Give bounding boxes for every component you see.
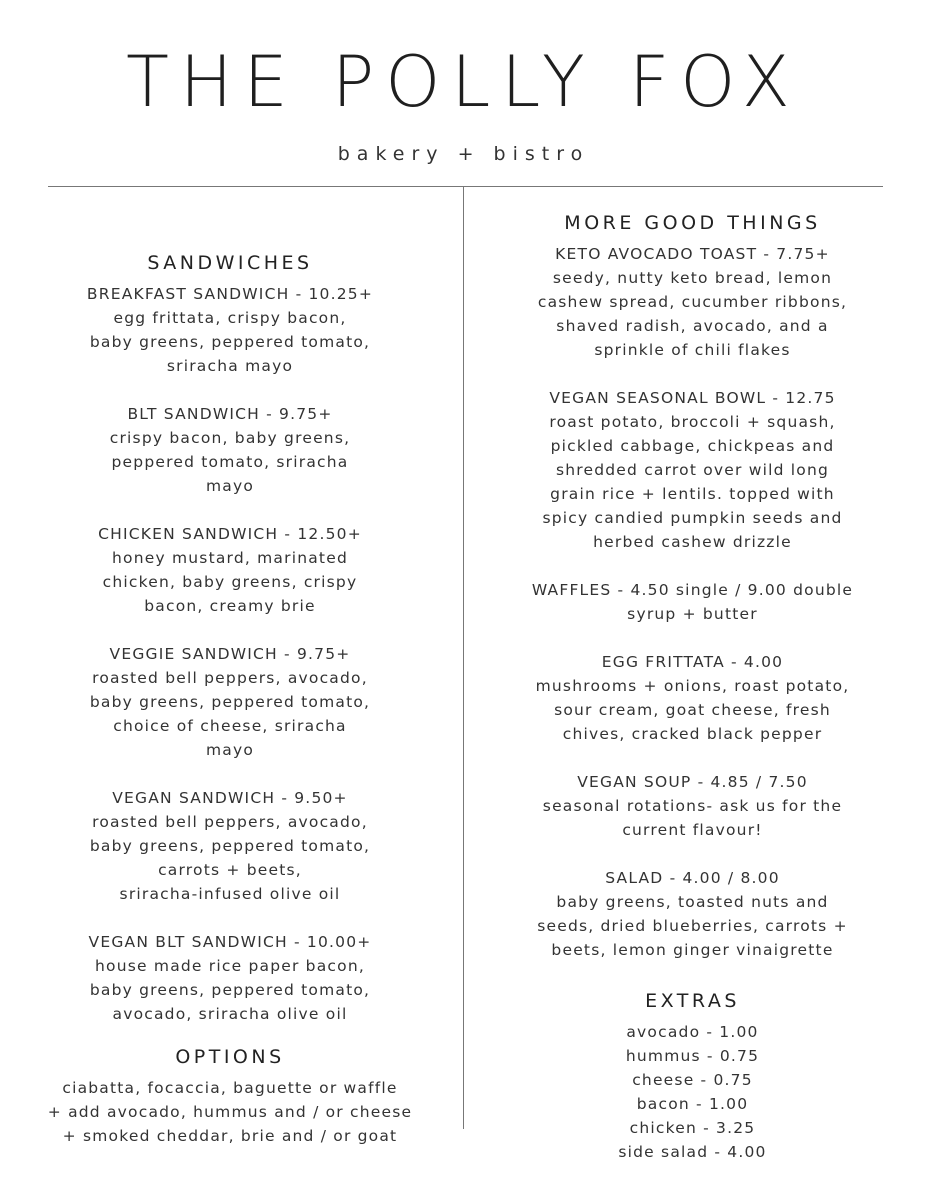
menu-item — [30, 402, 430, 498]
more-good-things-heading: MORE GOOD THINGS — [564, 212, 821, 234]
menu-item — [30, 522, 430, 618]
menu-item-description: syrup + butter — [627, 605, 758, 623]
options-line: + smoked cheddar, brie and / or goat — [62, 1127, 398, 1145]
right-column — [490, 208, 895, 1164]
restaurant-title: THE POLLY FOX — [126, 41, 801, 123]
menu-item-description: house made rice paper bacon, baby greens, peppered tomato, avocado, sriracha olive oil — [89, 957, 371, 1023]
left-column — [30, 248, 430, 1148]
menu-item — [490, 386, 895, 554]
extras-line: side salad - 4.00 — [618, 1143, 767, 1161]
menu-item-description: roast potato, broccoli + squash, pickled cabbage, chickpeas and shredded carrot over wild long grain rice + lentils. topped with spicy candied pumpkin seeds and herbed cashew drizzle — [542, 413, 843, 551]
extras-line: cheese - 0.75 — [632, 1071, 753, 1089]
menu-item-description: seedy, nutty keto bread, lemon cashew spread, cucumber ribbons, shaved radish, avocado, and a sprinkle of chili flakes — [537, 269, 848, 359]
menu-item — [490, 578, 895, 626]
menu-item-name: VEGAN BLT SANDWICH - 10.00+ — [88, 933, 372, 951]
extras-heading: EXTRAS — [645, 990, 740, 1012]
menu-item-description: roasted bell peppers, avocado, baby greens, peppered tomato, choice of cheese, sriracha mayo — [89, 669, 371, 759]
extras-line: avocado - 1.00 — [626, 1023, 759, 1041]
menu-item-name: VEGAN SOUP - 4.85 / 7.50 — [577, 773, 808, 791]
menu-item-name: VEGAN SANDWICH - 9.50+ — [112, 789, 348, 807]
sandwiches-heading: SANDWICHES — [147, 252, 313, 274]
extras-section — [490, 986, 895, 1164]
menu-item-description: roasted bell peppers, avocado, baby greens, peppered tomato, carrots + beets, sriracha-infused olive oil — [89, 813, 371, 903]
menu-item-name: VEGAN SEASONAL BOWL - 12.75 — [549, 389, 836, 407]
column-divider — [463, 187, 464, 1129]
menu-item-description: seasonal rotations- ask us for the current flavour! — [542, 797, 843, 839]
menu-item-name: KETO AVOCADO TOAST - 7.75+ — [555, 245, 830, 263]
menu-item-name: CHICKEN SANDWICH - 12.50+ — [98, 525, 362, 543]
menu-item-name: WAFFLES - 4.50 single / 9.00 double — [531, 581, 854, 599]
menu-item-description: mushrooms + onions, roast potato, sour cream, goat cheese, fresh chives, cracked black pepper — [535, 677, 850, 743]
menu-item — [490, 866, 895, 962]
menu-item-name: SALAD - 4.00 / 8.00 — [605, 869, 780, 887]
options-line: + add avocado, hummus and / or cheese — [47, 1103, 413, 1121]
menu-item-description: crispy bacon, baby greens, peppered tomato, sriracha mayo — [109, 429, 351, 495]
menu-item-name: EGG FRITTATA - 4.00 — [601, 653, 784, 671]
menu-item — [30, 642, 430, 762]
extras-line: chicken - 3.25 — [629, 1119, 756, 1137]
menu-item — [490, 242, 895, 362]
menu-item-name: BREAKFAST SANDWICH - 10.25+ — [86, 285, 374, 303]
menu-item-description: egg frittata, crispy bacon, baby greens, peppered tomato, sriracha mayo — [89, 309, 371, 375]
extras-line: hummus - 0.75 — [625, 1047, 760, 1065]
menu-item — [30, 930, 430, 1026]
options-line: ciabatta, focaccia, baguette or waffle — [62, 1079, 398, 1097]
extras-line: bacon - 1.00 — [636, 1095, 749, 1113]
options-heading: OPTIONS — [175, 1046, 285, 1068]
menu-item-name: BLT SANDWICH - 9.75+ — [127, 405, 333, 423]
options-section — [30, 1042, 430, 1148]
menu-item — [30, 282, 430, 378]
header-divider — [48, 186, 883, 187]
restaurant-subtitle: bakery + bistro — [337, 143, 590, 165]
menu-item — [30, 786, 430, 906]
sandwiches-section — [30, 248, 430, 1026]
menu-item-name: VEGGIE SANDWICH - 9.75+ — [109, 645, 351, 663]
menu-item — [490, 650, 895, 746]
menu-item-description: baby greens, toasted nuts and seeds, dried blueberries, carrots + beets, lemon ginger vinaigrette — [537, 893, 848, 959]
more-good-things-section — [490, 208, 895, 962]
menu-item-description: honey mustard, marinated chicken, baby greens, crispy bacon, creamy brie — [102, 549, 358, 615]
menu-item — [490, 770, 895, 842]
